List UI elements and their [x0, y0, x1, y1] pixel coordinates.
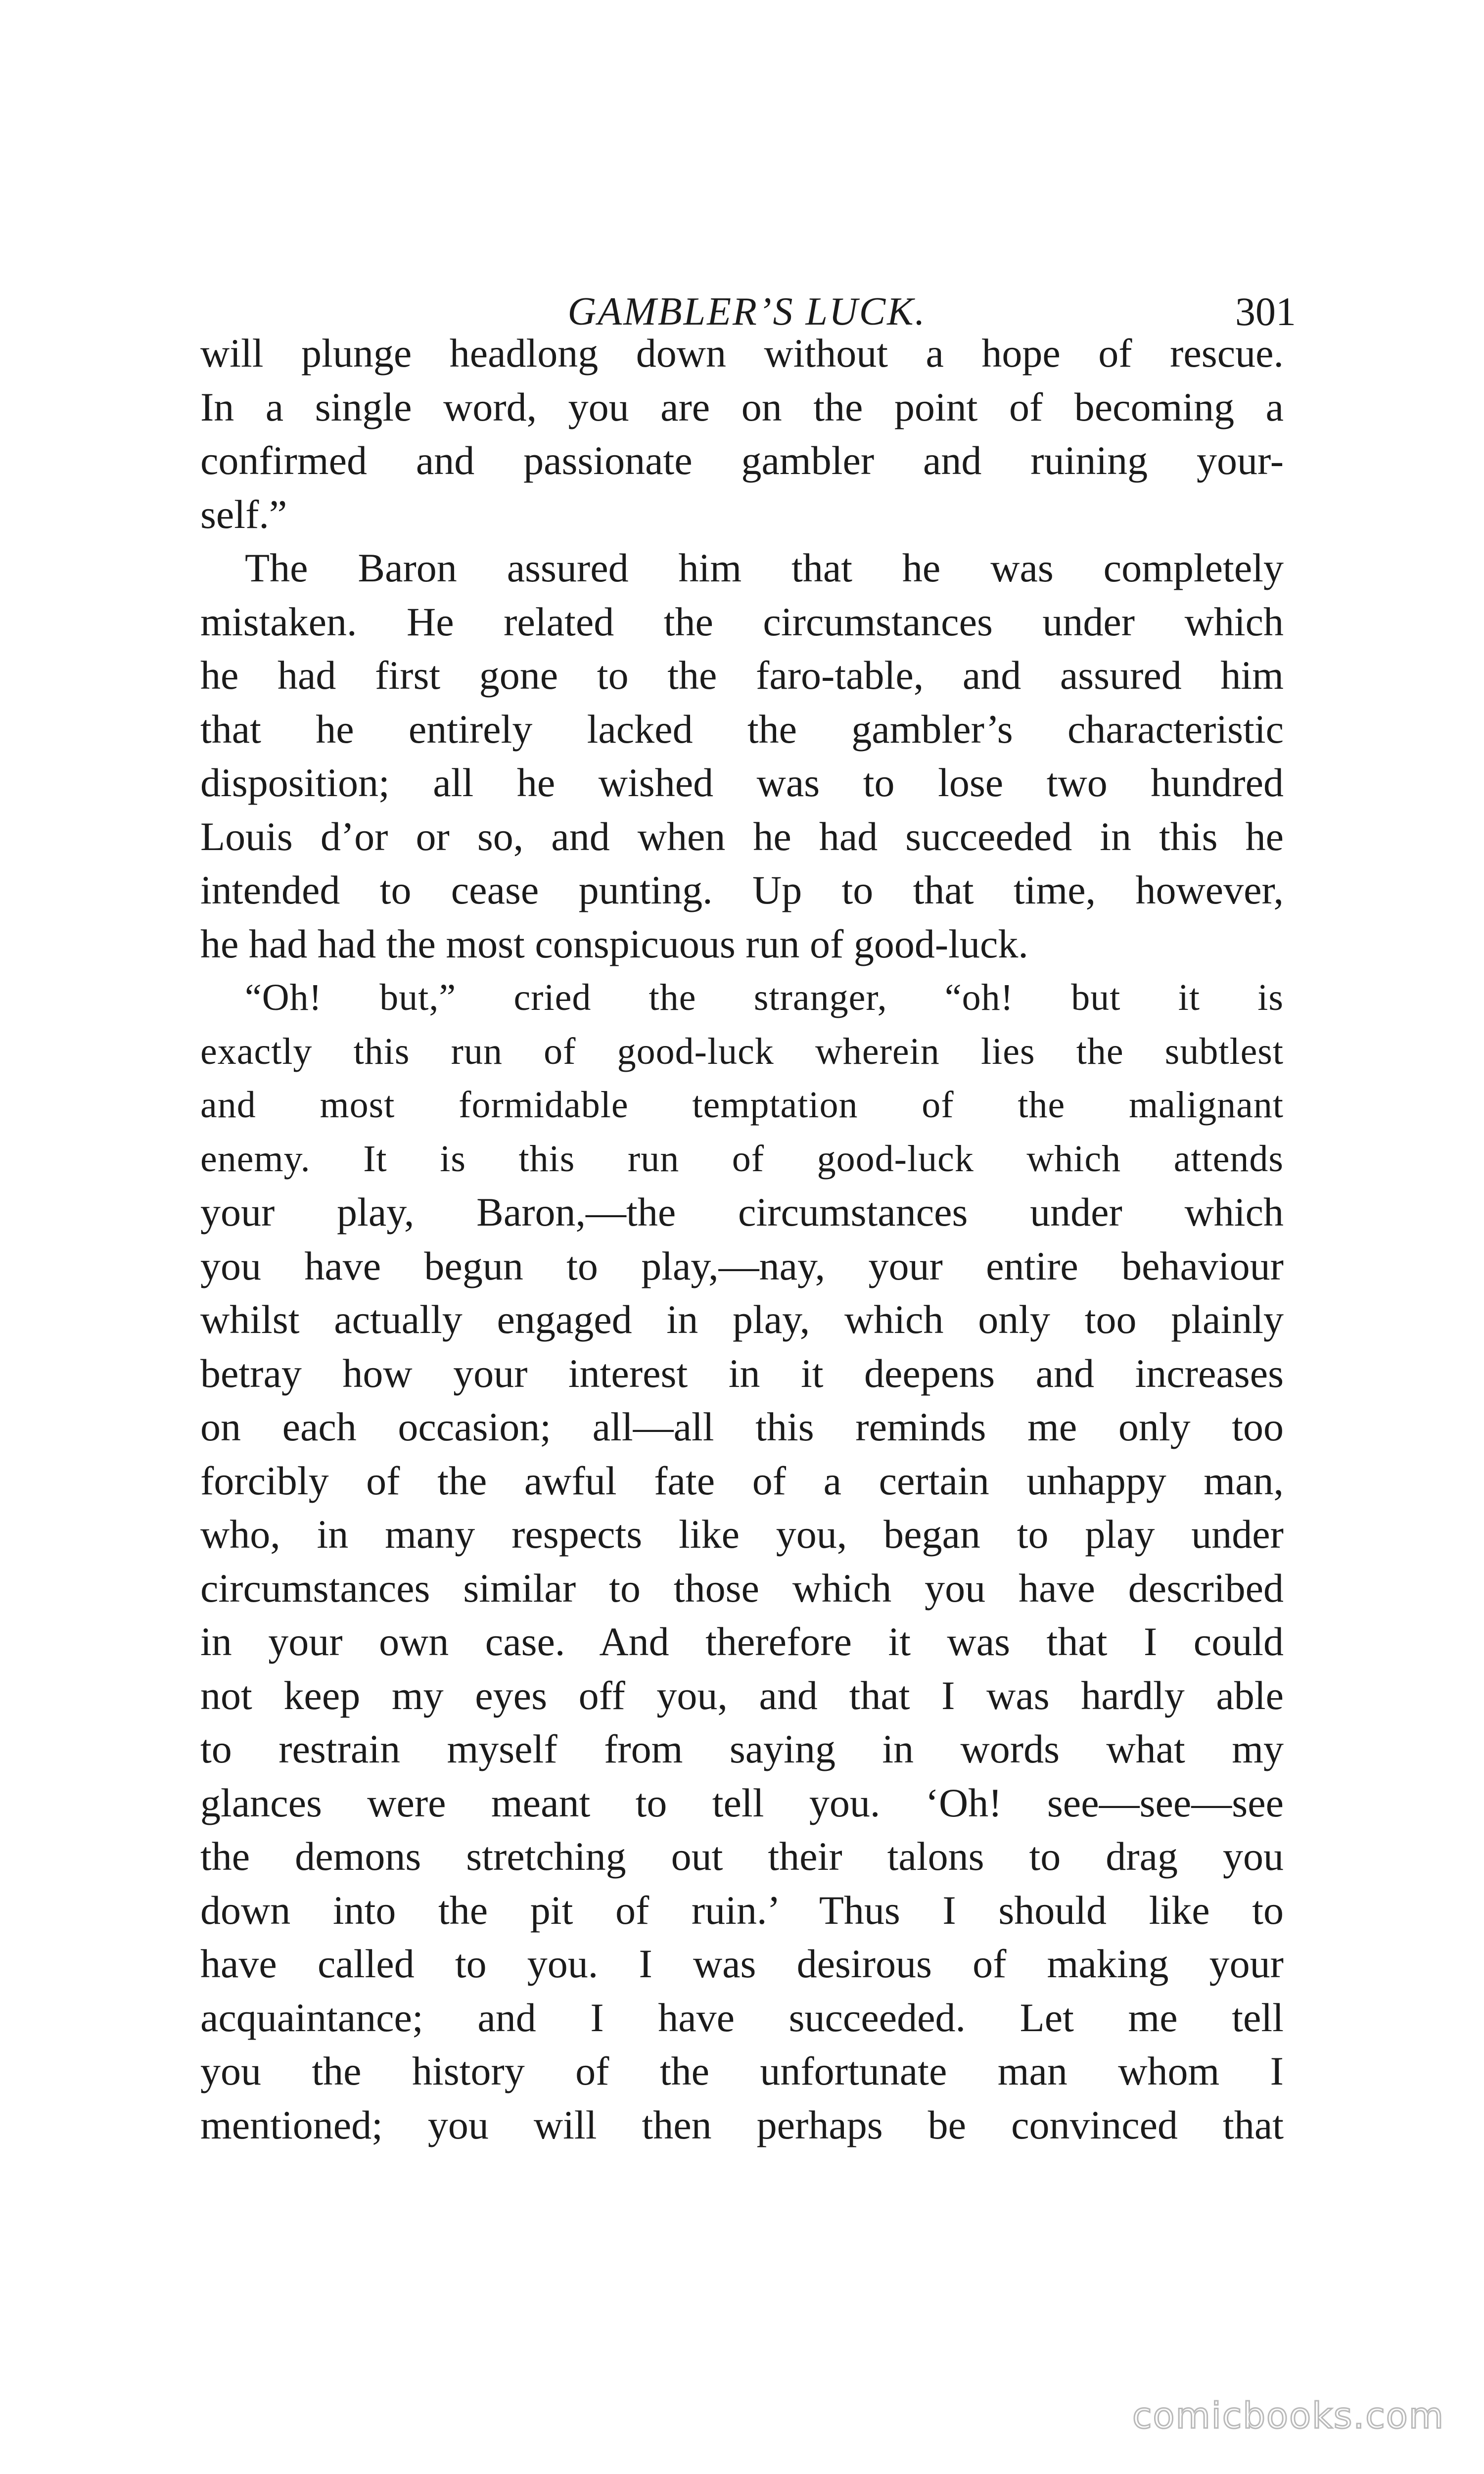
text-line: whilst actually engaged in play, which only too plainly	[200, 1297, 1284, 1342]
text-line: confirmed and passionate gambler and ruining your-	[200, 438, 1284, 483]
text-line: glances were meant to tell you. ‘Oh! see—see—see	[200, 1780, 1284, 1825]
text-line: enemy. It is this run of good-luck which attends	[200, 1138, 1284, 1180]
paragraph-2	[200, 541, 1284, 971]
text-line: In a single word, you are on the point of becoming a	[200, 384, 1284, 429]
text-line: self.”	[200, 491, 287, 537]
watermark: comicbooks.com	[1132, 2395, 1444, 2436]
text-line: in your own case. And therefore it was that I could	[200, 1619, 1284, 1664]
text-line: you the history of the unfortunate man whom I	[200, 2048, 1284, 2093]
text-line: have called to you. I was desirous of making your	[200, 1941, 1284, 1986]
text-line: not keep my eyes off you, and that I was hardly able	[200, 1672, 1284, 1718]
text-line: your play, Baron,—the circumstances under which	[200, 1189, 1284, 1235]
text-line: will plunge headlong down without a hope of rescue.	[200, 331, 1284, 376]
text-line: disposition; all he wished was to lose two hundred	[200, 760, 1284, 805]
text-line: mistaken. He related the circumstances under which	[200, 599, 1284, 644]
text-line: acquaintance; and I have succeeded. Let me tell	[200, 1995, 1284, 2040]
text-line: the demons stretching out their talons to drag you	[200, 1834, 1284, 1879]
text-line: The Baron assured him that he was completely	[245, 545, 1284, 590]
text-line: on each occasion; all—all this reminds me only too	[200, 1404, 1284, 1449]
running-title: GAMBLER’S LUCK.	[567, 290, 927, 333]
text-line: you have begun to play,—nay, your entire behaviour	[200, 1243, 1284, 1288]
text-line: he had first gone to the faro-table, and assured him	[200, 653, 1284, 698]
text-line: he had had the most conspicuous run of good-luck.	[200, 921, 1028, 966]
paragraph-1	[200, 327, 1284, 541]
text-line: and most formidable temptation of the malignant	[200, 1084, 1284, 1126]
paragraph-3	[200, 971, 1284, 2152]
text-line: betray how your interest in it deepens and increases	[200, 1350, 1284, 1396]
text-line: Louis d’or or so, and when he had succeeded in this he	[200, 813, 1284, 859]
text-line: down into the pit of ruin.’ Thus I should like to	[200, 1887, 1284, 1933]
page-number: 301	[1235, 289, 1296, 334]
text-line: circumstances similar to those which you have described	[200, 1565, 1284, 1611]
text-line: mentioned; you will then perhaps be convinced that	[200, 2102, 1284, 2147]
text-line: that he entirely lacked the gambler’s characteristic	[200, 706, 1284, 752]
text-line: to restrain myself from saying in words what my	[200, 1726, 1284, 1771]
text-line: exactly this run of good-luck wherein lies the subtlest	[200, 1030, 1284, 1072]
text-line: who, in many respects like you, began to play under	[200, 1512, 1284, 1557]
text-line: forcibly of the awful fate of a certain unhappy man,	[200, 1458, 1284, 1503]
body-text	[200, 327, 1284, 2152]
text-line: intended to cease punting. Up to that time, however,	[200, 867, 1284, 912]
text-line: “Oh! but,” cried the stranger, “oh! but it is	[245, 977, 1284, 1018]
